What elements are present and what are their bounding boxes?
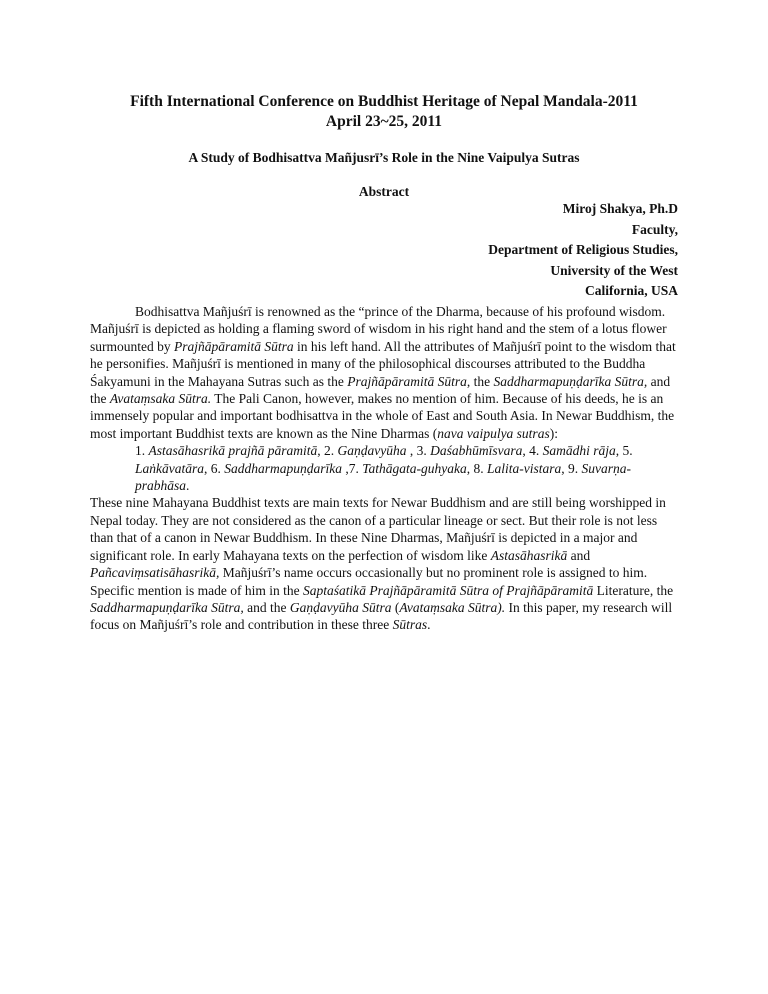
list-item: Saddharmapuṇḍarīka — [224, 460, 342, 476]
list-number: , 2. — [317, 443, 338, 459]
list-number: , 8. — [466, 460, 487, 476]
text-run: ( — [391, 599, 400, 615]
text-run: in his left hand. All the attributes of Mañjuśrī point to the wisdom that he personifies. Mañjuśrī is mentioned in many of the philosophical discourses attributed to the Buddha Śakyamuni in the Mahayana Sutras such as the — [90, 338, 676, 389]
author-department: Department of Religious Studies, — [488, 242, 678, 257]
author-role: Faculty, — [631, 221, 678, 237]
italic-title: Sūtras — [392, 617, 428, 633]
conference-dates: April 23~25, 2011 — [325, 113, 443, 130]
nine-dharmas-list — [90, 442, 682, 494]
italic-title: Saddharmapuṇḍarīka Sūtra, — [493, 373, 648, 389]
italic-title: Saptaśatikā Prajñāpāramitā Sūtra of Prajñāpāramitā — [302, 582, 594, 598]
text-run: , the — [466, 373, 494, 389]
author-university: University of the West — [550, 262, 678, 278]
list-item: Daśabhūmīsvara — [430, 443, 523, 459]
conference-title: Fifth International Conference on Buddhist Heritage of Nepal Mandala-2011 — [130, 93, 638, 110]
text-run: and — [567, 547, 591, 563]
abstract-heading: Abstract — [358, 184, 410, 199]
italic-title: Prajñāpāramitā Sūtra — [174, 338, 294, 354]
text-run: Bodhisattva Mañjuśrī is renowned as the “prince of the Dharma, because of his profound wisdom. Mañjuśrī is depicted as holding a flaming sword of wisdom in his right hand and the stem of a lotus flower surmounted by — [90, 304, 667, 354]
list-item: Tathāgata-guhyaka — [362, 460, 467, 476]
paper-title: A Study of Bodhisattva Mañjusrī’s Role in the Nine Vaipulya Sutras — [188, 150, 580, 165]
text-run: The Pali Canon, however, makes no mention of him. Because of his deeds, he is an immensely popular and important bodhisattva in the whole of East and South Asia. In Newar Buddhism, the most important Buddhist texts are known as the Nine Dharmas ( — [90, 391, 675, 441]
list-item: Suvarṇa-prabhāsa — [135, 460, 632, 494]
abstract-body — [90, 303, 682, 634]
paragraph-1 — [90, 303, 682, 442]
text-run: Mañjuśrī’s name occurs occasionally but no prominent role is assigned to him. Specific mention is made of him in the — [90, 565, 648, 598]
italic-title: nava vaipulya sutras — [437, 425, 550, 441]
list-item: Astasāhasrikā prajñā pāramitā — [148, 443, 318, 459]
author-name: Miroj Shakya, Ph.D — [562, 201, 678, 216]
list-item: Gaṇḍavyūha — [337, 443, 407, 459]
italic-title: Saddharmapuṇḍarīka Sūtra, — [90, 599, 244, 615]
author-location: California, USA — [584, 283, 678, 298]
italic-title: Gaṇḍavyūha Sūtra — [289, 599, 392, 615]
list-item: Lalita-vistara — [487, 460, 562, 476]
list-number: , 6. — [204, 460, 225, 476]
list-number: , 5. — [615, 443, 633, 459]
list-item: Laṅkāvatāra — [135, 460, 204, 476]
list-number: 1. — [135, 443, 149, 459]
italic-title: Avataṃsaka Sūtra). — [399, 599, 506, 615]
italic-title: Avataṃsaka Sūtra. — [109, 391, 212, 407]
text-run: and the — [243, 599, 290, 615]
list-number: , 9. — [561, 460, 582, 476]
list-end: . — [186, 478, 190, 494]
author-block — [278, 199, 678, 302]
list-number: ,7. — [342, 460, 363, 476]
italic-title: Astasāhasrikā — [490, 547, 568, 563]
list-number: , 3. — [406, 443, 431, 459]
paragraph-2 — [90, 494, 682, 633]
text-run: and the — [90, 373, 671, 407]
italic-title: Prajñāpāramitā Sūtra — [347, 373, 467, 389]
italic-title: Pañcaviṃsatisāhasrikā, — [90, 565, 220, 581]
text-run: . — [427, 617, 431, 633]
list-item: Samādhi rāja — [542, 443, 616, 459]
text-run: ): — [549, 425, 558, 441]
text-run: Literature, the — [593, 582, 674, 598]
text-run: In this paper, my research will focus on Mañjuśrī’s role and contribution in these three — [90, 599, 673, 633]
list-number: , 4. — [522, 443, 543, 459]
text-run: These nine Mahayana Buddhist texts are main texts for Newar Buddhism and are still being worshipped in Nepal today. They are not considered as the canon of a particular lineage or sect. But their role is not less than that of a canon in Newar Buddhism. In these Nine Dharmas, Mañjuśrī is depicted in a major and significant role. In early Mahayana texts on the perfection of wisdom like — [90, 495, 666, 563]
